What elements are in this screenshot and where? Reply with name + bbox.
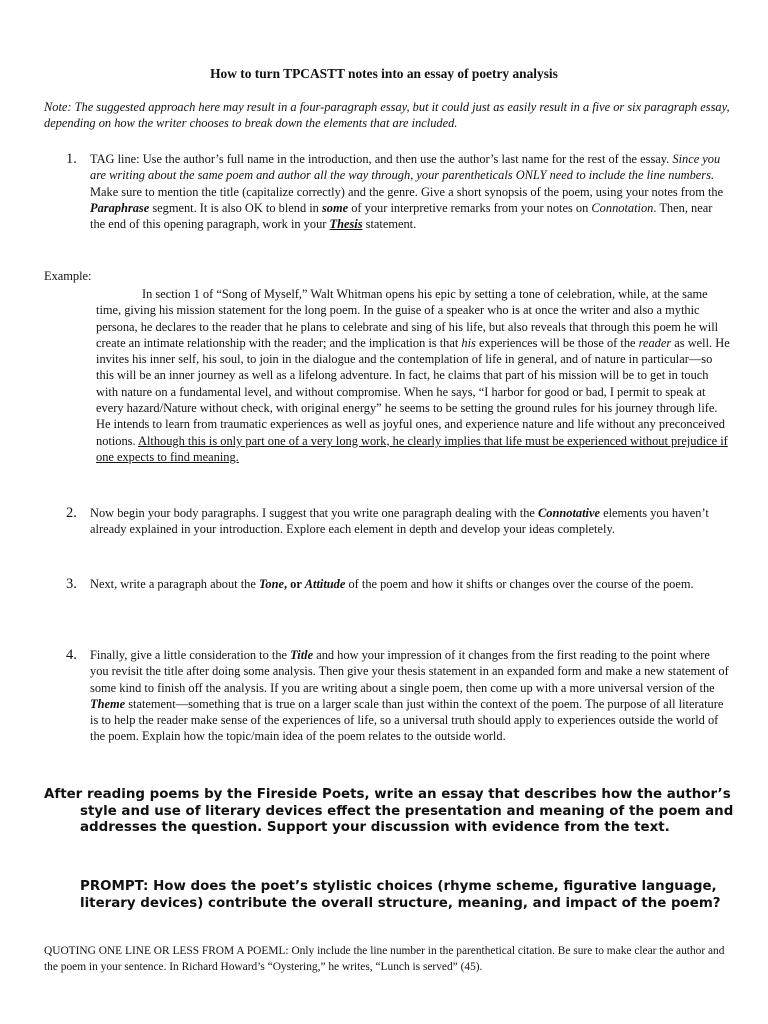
list-item-1 bbox=[66, 151, 730, 232]
item1-thesis: Thesis bbox=[329, 217, 363, 232]
item1-text-g: of your interpretive remarks from your notes on bbox=[348, 200, 592, 215]
quoting-label: QUOTING ONE LINE OR LESS FROM A POEML: bbox=[44, 945, 289, 957]
item4-theme: Theme bbox=[90, 696, 126, 711]
list-item-3 bbox=[66, 576, 730, 592]
example-italic-his: his bbox=[461, 335, 476, 350]
example-label: Example: bbox=[44, 269, 92, 283]
list-item-4 bbox=[66, 647, 730, 745]
item1-text-c: Make sure to mention the title (capitalize correctly) and the genre. Give a short synopsis of the poem, using your notes from the bbox=[90, 184, 724, 199]
list-number-1: 1. bbox=[66, 151, 77, 167]
item1-italic-b: Since you are writing about the same poem and author all the way through, your parentheticals ONLY need to include the line numbers. bbox=[90, 152, 721, 183]
assignment-text: After reading poems by the Fireside Poets, write an essay that describes how the author’s style and use of literary devices effect the presentation and meaning of the poem and addresses the question. Support your discussion with evidence from the text. bbox=[44, 787, 734, 835]
item1-paraphrase: Paraphrase bbox=[90, 200, 150, 215]
list-number-2: 2. bbox=[66, 505, 77, 521]
item1-connotation: Connotation bbox=[591, 200, 654, 215]
example-text-c: experiences will be those of the bbox=[475, 335, 639, 350]
list-number-4: 4. bbox=[66, 647, 77, 663]
item2-text-c: elements you haven’t already explained in your introduction. Explore each element in depth and develop your ideas completely. bbox=[90, 506, 709, 537]
item3-text-e: of the poem and how it shifts or changes over the course of the poem. bbox=[345, 577, 694, 591]
item1-some: some bbox=[321, 200, 349, 215]
essay-prompt: PROMPT: How does the poet’s stylistic choices (rhyme scheme, figurative language, literary devices) contribute the overall structure, meaning, and impact of the poem? bbox=[80, 879, 721, 911]
item2-connotative: Connotative bbox=[538, 506, 600, 520]
item1-text-e: segment. It is also OK to blend in bbox=[149, 200, 322, 215]
example-italic-reader: reader bbox=[638, 335, 672, 350]
item1-text-a: TAG line: Use the author’s full name in the introduction, and then use the author’s last name for the rest of the essay. bbox=[90, 152, 673, 166]
item3-or: , or bbox=[283, 577, 305, 591]
document-title: How to turn TPCASTT notes into an essay of poetry analysis bbox=[210, 66, 558, 81]
quoting-text: Only include the line number in the parenthetical citation. Be sure to make clear the author and the poem in your sentence. In Richard Howard’s “Oystering,” he writes, “Lunch is served” (45). bbox=[44, 945, 725, 973]
item3-text-a: Next, write a paragraph about the bbox=[90, 577, 259, 591]
example-text-e: as well. He invites his inner self, his soul, to join in the dialogue and the contemplation of life in general, and of nature in particular—so this will be an inner journey as well as a lifelong adventure. In fact, he claims that part of his mission will be to get in touch with nature on a fundamental level, and without compromise. When he says, “I harbor for good or bad, I permit to speak at every hazard/Nature without check, with original energy” he seems to be setting the ground rules for his journey through life. He intends to learn from traumatic experiences as well as joyful ones, and experience nature and life without any preconceived notions. bbox=[96, 335, 730, 448]
item3-tone: Tone bbox=[258, 577, 284, 591]
list-number-3: 3. bbox=[66, 576, 77, 592]
item4-text-a: Finally, give a little consideration to the bbox=[90, 648, 291, 662]
example-underlined-thesis: Although this is only part one of a very long work, he clearly implies that life must be experienced without prejudice if one expects to find meaning. bbox=[96, 433, 728, 464]
item2-text-a: Now begin your body paragraphs. I suggest that you write one paragraph dealing with the bbox=[90, 506, 539, 520]
example-text-a: In section 1 of “Song of Myself,” Walt Whitman opens his epic by setting a tone of celebration, while, at the same time, giving his mission statement for the long poem. In the guise of a speaker who is at once the writer and also a mythic persona, he declares to the reader that he plans to celebrate and sing of his life, but also reveals that through this poem he will create an intimate relationship with the reader; and the implication is that bbox=[96, 287, 719, 350]
list-item-2 bbox=[66, 505, 730, 538]
quoting-guidance bbox=[44, 944, 734, 975]
example-paragraph bbox=[96, 286, 730, 465]
item3-attitude: Attitude bbox=[304, 577, 346, 591]
item4-title: Title bbox=[290, 648, 314, 662]
assignment-instructions bbox=[44, 787, 734, 837]
note-paragraph: Note: The suggested approach here may result in a four-paragraph essay, but it could just as easily result in a five or six paragraph essay, depending on how the writer chooses to break down the elements that are included. bbox=[44, 100, 730, 131]
item1-text-i: . Then, near the end of this opening paragraph, work in your bbox=[90, 200, 713, 232]
item4-text-c: and how your impression of it changes from the first reading to the point where you revisit the title after doing some analysis. Then give your thesis statement in an expanded form and make a new statement of some kind to finish off the analysis. If you are writing about a single poem, then come up with a more universal version of the bbox=[90, 648, 729, 695]
item4-text-e: statement—something that is true on a larger scale than just within the context of the poem. The purpose of all literature is to help the reader make sense of the experiences of life, so a universal truth should apply to experiences outside the world of the poem. Explain how the topic/main idea of the poem relates to the outside world. bbox=[90, 696, 724, 744]
item1-text-k: statement. bbox=[362, 217, 417, 232]
